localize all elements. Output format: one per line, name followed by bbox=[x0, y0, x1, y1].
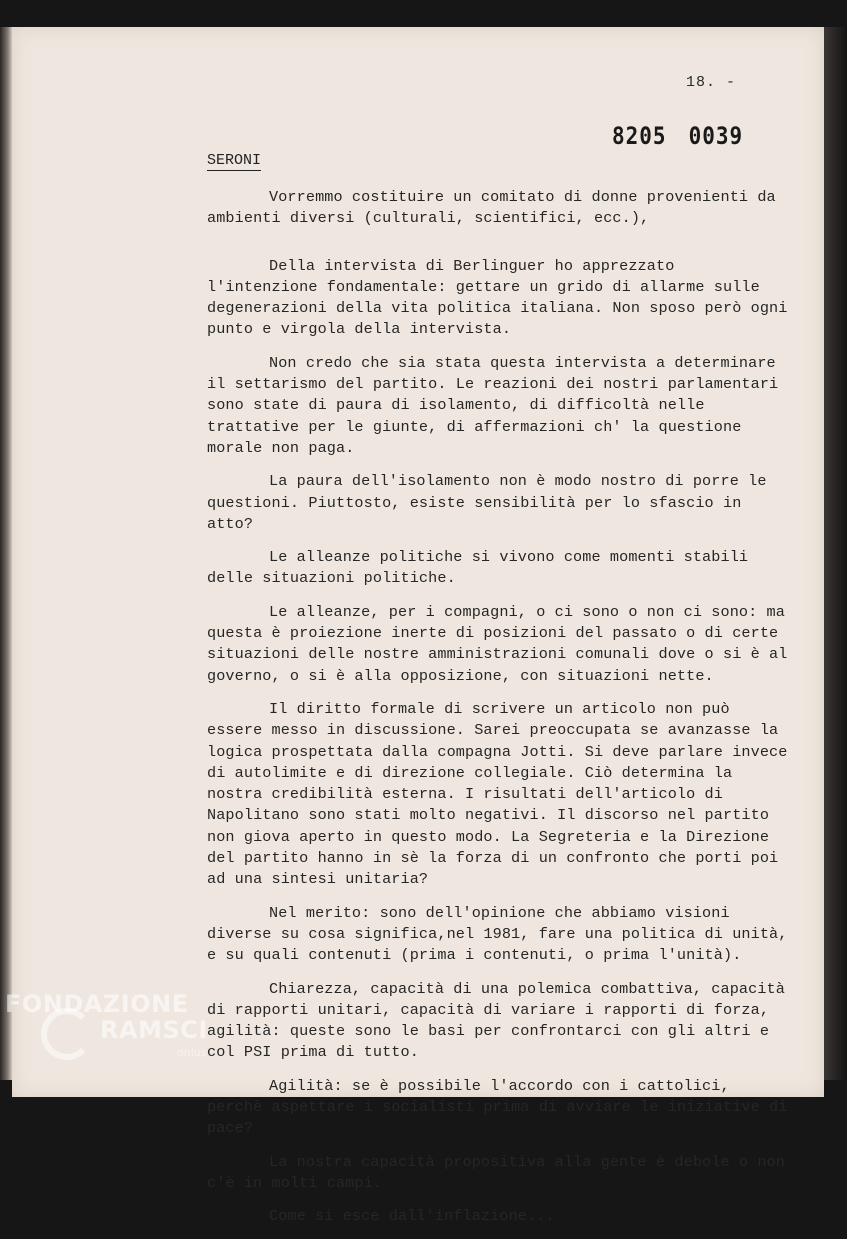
page-number: 18. - bbox=[686, 74, 737, 91]
fondazione-gramsci-watermark bbox=[5, 990, 215, 1080]
archive-code-part2: 0039 bbox=[688, 122, 744, 150]
watermark-line1: FONDAZIONE bbox=[5, 990, 189, 1018]
archive-code-part1: 8205 bbox=[612, 122, 667, 150]
binding-spine bbox=[0, 27, 12, 1080]
paragraph: Nel merito: sono dell'opinione che abbiamo visioni diverse su cosa significa,nel 1981, fare una politica di unità, e su quali contenuti (prima i contenuti, o prima l'unità). bbox=[207, 903, 788, 965]
transcript-body bbox=[207, 187, 792, 1239]
speaker-name: SERONI bbox=[207, 152, 262, 169]
watermark-suffix: onlus bbox=[177, 1046, 207, 1059]
paragraph: Come si esce dall'inflazione... bbox=[269, 1207, 555, 1226]
paragraph: Le alleanze, per i compagni, o ci sono o non ci sono: ma questa è proiezione inerte di posizioni del passato o di certe situazioni delle nostre amministrazioni comunali dove o si è al governo, o si è alla opposizione, con situazioni nette. bbox=[207, 602, 788, 685]
paragraph: Agilità: se è possibile l'accordo con i cattolici, perchè aspettare i socialisti prima di avviare le iniziative di pace? bbox=[207, 1076, 788, 1138]
watermark-line2: RAMSCI bbox=[100, 1016, 208, 1044]
paragraph: La nostra capacità propositiva alla gente è debole o non c'è in molti campi. bbox=[207, 1152, 785, 1192]
scan-background-edge bbox=[824, 27, 847, 1080]
archive-code bbox=[612, 122, 743, 150]
paragraph: Il diritto formale di scrivere un articolo non può essere messo in discussione. Sarei preoccupata se avanzasse la logica prospettata dalla compagna Jotti. Si deve parlare invece di autolimite e di direzione collegiale. Ciò determina la nostra credibilità esterna. I risultati dell'articolo di Napolitano sono stati molto negativi. Il discorso nel partito non giova aperto in questo modo. La Segreteria e la Direzione del partito hanno in sè la forza di un confronto che porti poi ad una sintesi unitaria? bbox=[207, 699, 788, 889]
paragraph: Vorremmo costituire un comitato di donne provenienti da ambienti diversi (culturali, scientifici, ecc.), bbox=[207, 188, 776, 228]
paragraph: Non credo che sia stata questa intervista a determinare il settarismo del partito. Le reazioni dei nostri parlamentari sono state di paura di isolamento, di difficoltà nelle trattative per le giunte, di affermazioni ch' la questione morale non paga. bbox=[207, 353, 779, 457]
paragraph: Chiarezza, capacità di una polemica combattiva, capacità di rapporti unitari, capacità di variare i rapporti di forza, agilità: queste sono le basi per confrontarci con gli altri e col PSI prima di tutto. bbox=[207, 979, 785, 1062]
paragraph: La paura dell'isolamento non è modo nostro di porre le questioni. Piuttosto, esiste sensibilità per lo sfascio in atto? bbox=[207, 472, 767, 533]
paragraph: Della intervista di Berlinguer ho apprezzato l'intenzione fondamentale: gettare un grido di allarme sulle degenerazioni della vita politica italiana. Non sposo però ogni punto e virgola della intervista. bbox=[207, 256, 788, 339]
paragraph: Le alleanze politiche si vivono come momenti stabili delle situazioni politiche. bbox=[207, 548, 749, 588]
gramsci-g-logo-icon bbox=[41, 1008, 93, 1060]
